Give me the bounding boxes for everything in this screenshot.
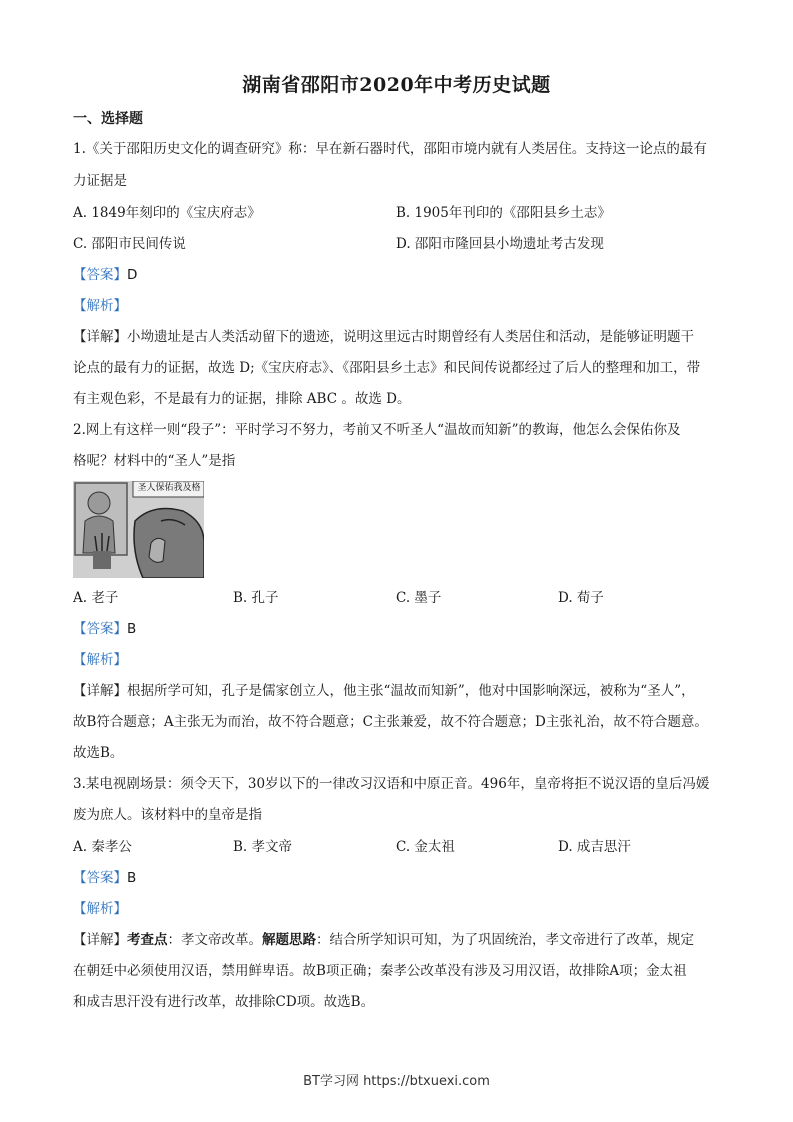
answer-label: 【答案】	[73, 621, 127, 637]
q2-option-b: B. 孔子	[233, 590, 279, 606]
q2-answer	[73, 619, 723, 639]
q3-option-b: B. 孝文帝	[233, 839, 293, 855]
answer-label: 【答案】	[73, 267, 127, 283]
cartoon-image	[73, 481, 204, 578]
q2-option-c: C. 墨子	[396, 590, 442, 606]
answer-label: 【答案】	[73, 870, 127, 886]
q2-stem-line-2: 格呢？材料中的“圣人”是指	[73, 453, 236, 469]
q3-stem-line-1: 3.某电视剧场景：须令天下，30岁以下的一律改习汉语和中原正音。496年，皇帝将拒不说汉语的皇后冯媛	[73, 776, 710, 792]
page-footer: BT学习网 https://btxuexi.com	[303, 1074, 490, 1089]
q3-stem-line-2: 废为庶人。该材料中的皇帝是指	[73, 807, 262, 823]
q2-stem-line-1: 2.网上有这样一则“段子”：平时学习不努力，考前又不听圣人“温故而知新”的教诲，他怎么会保佑你及	[73, 422, 681, 438]
solution-text: ：结合所学知识可知，为了巩固统治，孝文帝进行了改革，规定	[316, 932, 694, 948]
q3-analysis-label: 【解析】	[73, 901, 127, 917]
q3-detail-line-1	[73, 930, 723, 950]
q1-analysis-label: 【解析】	[73, 298, 127, 314]
q1-stem-line-2: 力证据是	[73, 173, 127, 189]
q2-option-a: A. 老子	[73, 590, 119, 606]
cartoon-drawing	[73, 481, 204, 578]
q3-option-d: D. 成吉思汗	[558, 839, 631, 855]
q1-stem-line-1: 1.《关于邵阳历史文化的调查研究》称：早在新石器时代，邵阳市境内就有人类居住。支持这一论点的最有	[73, 141, 707, 157]
q2-detail-line-2: 故B符合题意；A主张无为而治，故不符合题意；C主张兼爱，故不符合题意；D主张礼治，故不符合题意。	[73, 714, 708, 730]
q3-option-a: A. 秦孝公	[73, 839, 132, 855]
cartoon-caption: 圣人保佑我及格	[137, 483, 201, 493]
answer-value: D	[127, 267, 138, 283]
q3-detail-line-3: 和成吉思汗没有进行改革，故排除CD项。故选B。	[73, 994, 375, 1010]
detail-prefix: 【详解】	[73, 932, 127, 948]
key-point-label: 考查点	[127, 932, 168, 948]
q1-option-d: D. 邵阳市隆回县小坳遗址考古发现	[396, 236, 604, 252]
q2-detail-line-3: 故选B。	[73, 745, 124, 761]
q3-option-c: C. 金太祖	[396, 839, 455, 855]
solution-label: 解题思路	[262, 932, 316, 948]
q1-option-c: C. 邵阳市民间传说	[73, 236, 186, 252]
q2-analysis-label: 【解析】	[73, 652, 127, 668]
section-heading: 一、选择题	[73, 111, 143, 127]
page-title: 湖南省邵阳市2020年中考历史试题	[242, 74, 551, 96]
q1-answer	[73, 265, 723, 285]
q1-option-a: A. 1849年刻印的《宝庆府志》	[73, 205, 261, 221]
answer-value: B	[127, 870, 137, 886]
q2-detail-line-1: 【详解】根据所学可知，孔子是儒家创立人，他主张“温故而知新”，他对中国影响深远，被称为“圣人”，	[73, 683, 695, 699]
q1-detail-line-2: 论点的最有力的证据，故选 D;《宝庆府志》、《邵阳县乡土志》和民间传说都经过了后人的整理和加工，带	[73, 360, 701, 376]
key-point-text: ：孝文帝改革。	[167, 932, 262, 948]
q3-answer	[73, 868, 723, 888]
q2-option-d: D. 荀子	[558, 590, 604, 606]
q1-option-b: B. 1905年刊印的《邵阳县乡土志》	[396, 205, 611, 221]
q1-detail-line-1: 【详解】小坳遗址是古人类活动留下的遗迹，说明这里远古时期曾经有人类居住和活动，是能够证明题干	[73, 329, 694, 345]
q1-detail-line-3: 有主观色彩，不是最有力的证据，排除 ABC 。故选 D。	[73, 391, 411, 407]
answer-value: B	[127, 621, 137, 637]
q3-detail-line-2: 在朝廷中必须使用汉语，禁用鲜卑语。故B项正确；秦孝公改革没有涉及习用汉语，故排除A项；金太祖	[73, 963, 687, 979]
